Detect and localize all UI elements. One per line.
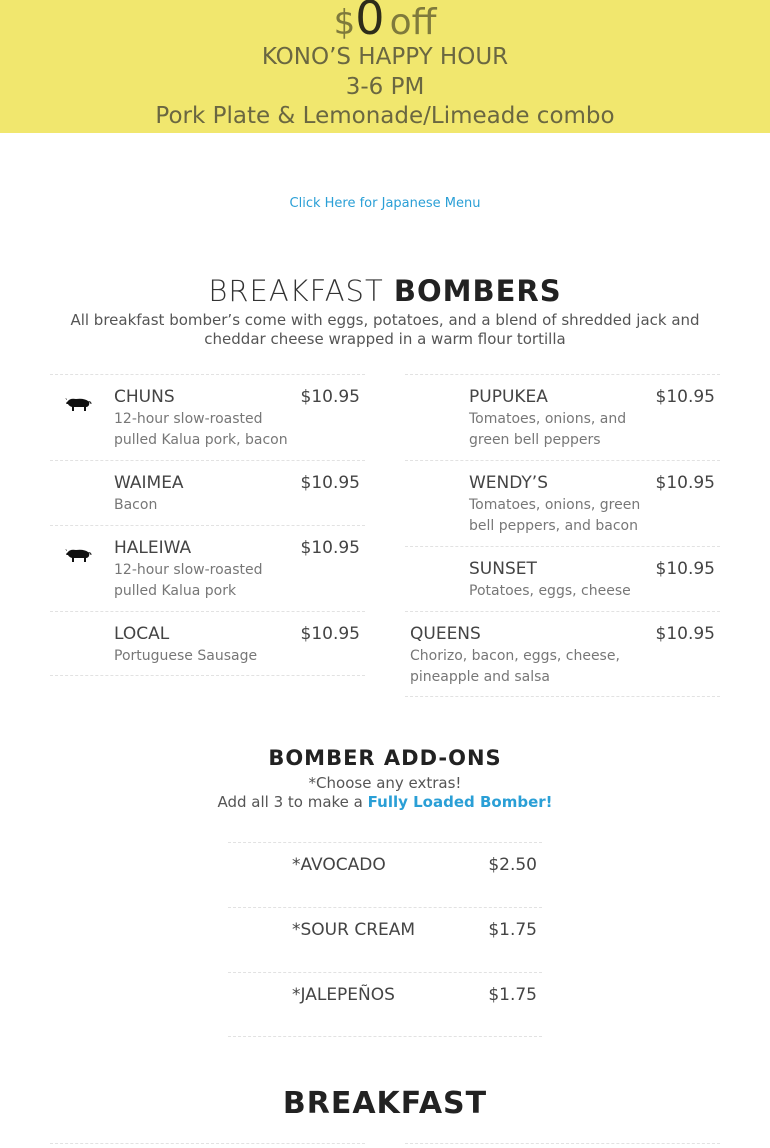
addon-price: $1.75 — [488, 920, 537, 940]
bombers-title-thin: BREAKFAST — [208, 274, 384, 308]
item-name: HALEIWA — [114, 538, 192, 558]
deal-amount — [0, 0, 770, 44]
item-name: WENDY’S — [469, 473, 549, 493]
addon-name: *AVOCADO — [292, 855, 386, 875]
item-price: $10.95 — [300, 624, 360, 644]
addon-name: *SOUR CREAM — [292, 920, 416, 940]
bombers-right-column — [405, 374, 720, 697]
item-description: Bacon — [114, 497, 158, 513]
fully-loaded-bomber-link[interactable]: Fully Loaded Bomber! — [367, 793, 553, 811]
menu-item-haleiwa — [50, 525, 365, 611]
addon-sour-cream — [228, 907, 542, 972]
item-name: PUPUKEA — [469, 387, 548, 407]
item-price: $10.95 — [300, 387, 360, 407]
bombers-section-title — [0, 274, 770, 308]
addons-fully-loaded-note — [0, 793, 770, 811]
item-name: LOCAL — [114, 624, 170, 644]
banner-combo: Pork Plate & Lemonade/Limeade combo — [155, 103, 615, 129]
addons-section-title: BOMBER ADD-ONS — [268, 746, 502, 770]
item-description: Potatoes, eggs, cheese — [469, 583, 631, 599]
menu-item-local — [50, 611, 365, 676]
bombers-title-bold: BOMBERS — [393, 274, 562, 308]
menu-item-chuns — [50, 374, 365, 460]
divider — [405, 1143, 720, 1144]
banner-hours: 3-6 PM — [345, 74, 425, 100]
item-description: 12-hour slow-roasted pulled Kalua pork, bacon — [114, 411, 288, 448]
item-price: $10.95 — [300, 538, 360, 558]
item-price: $10.95 — [300, 473, 360, 493]
addon-jalepenos — [228, 972, 542, 1037]
item-description: Portuguese Sausage — [114, 648, 258, 664]
item-name: WAIMEA — [114, 473, 184, 493]
breakfast-section-title: BREAKFAST — [282, 1086, 488, 1121]
item-description: 12-hour slow-roasted pulled Kalua pork — [114, 562, 263, 599]
deal-value: 0 — [355, 0, 385, 45]
menu-item-wendys — [405, 460, 720, 546]
addon-price: $2.50 — [488, 855, 537, 875]
addons-list — [228, 842, 542, 1037]
deal-off: off — [389, 2, 437, 43]
menu-item-queens — [405, 611, 720, 697]
addon-avocado — [228, 842, 542, 907]
item-price: $10.95 — [655, 559, 715, 579]
pig-icon — [64, 395, 92, 413]
item-price: $10.95 — [655, 624, 715, 644]
menu-item-pupukea — [405, 374, 720, 460]
divider — [50, 1143, 365, 1144]
addons-subtitle: *Choose any extras! — [308, 774, 462, 792]
item-name: SUNSET — [469, 559, 537, 579]
item-price: $10.95 — [655, 473, 715, 493]
banner-title: KONO’S HAPPY HOUR — [261, 44, 509, 70]
item-description: Chorizo, bacon, eggs, cheese, pineapple and salsa — [410, 648, 620, 685]
pig-icon — [64, 546, 92, 564]
item-price: $10.95 — [655, 387, 715, 407]
item-name: CHUNS — [114, 387, 175, 407]
deal-currency: $ — [333, 3, 356, 43]
happy-hour-banner — [0, 0, 770, 133]
fully-loaded-prefix: Add all 3 to make a — [217, 793, 363, 811]
bombers-description: All breakfast bomber’s come with eggs, potatoes, and a blend of shredded jack and cheddar cheese wrapped in a warm flour tortilla — [70, 311, 700, 348]
japanese-menu-link[interactable]: Click Here for Japanese Menu — [289, 196, 481, 211]
item-description: Tomatoes, onions, and green bell peppers — [469, 411, 627, 448]
menu-item-waimea — [50, 460, 365, 525]
addon-name: *JALEPEÑOS — [292, 985, 395, 1005]
bombers-left-column — [50, 374, 365, 676]
item-name: QUEENS — [410, 624, 481, 644]
addon-price: $1.75 — [488, 985, 537, 1005]
item-description: Tomatoes, onions, green bell peppers, and bacon — [469, 497, 641, 534]
menu-item-sunset — [405, 546, 720, 611]
